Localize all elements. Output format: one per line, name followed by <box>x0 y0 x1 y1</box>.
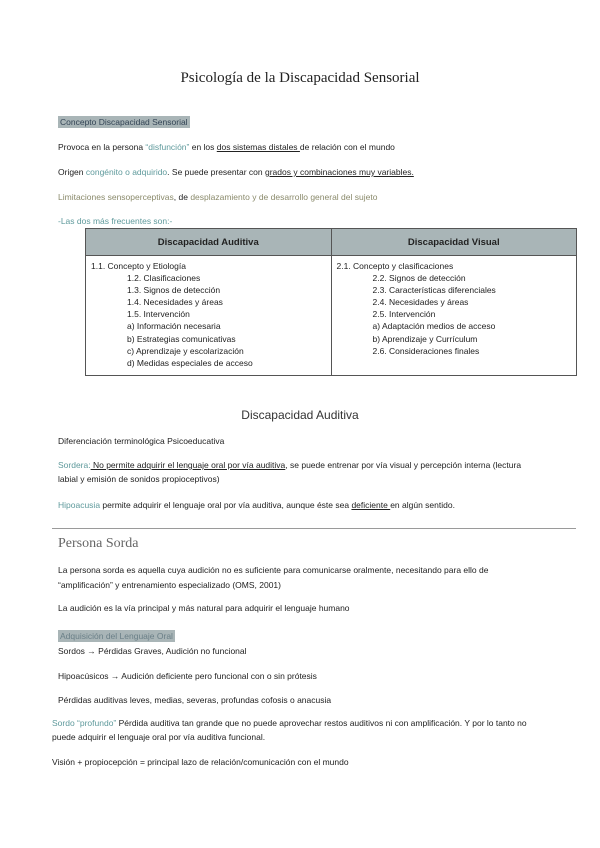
sordo-profundo-label: Sordo “profundo” <box>52 718 117 728</box>
auditiva-cell <box>86 256 332 376</box>
concepto-line-4: -Las dos más frecuentes son:- <box>58 216 173 226</box>
list-item: 1.2. Clasificaciones <box>127 273 201 284</box>
text-fragment: , de <box>173 192 191 202</box>
persona-sorda-paragraph <box>58 564 578 591</box>
text-fragment: Limitaciones sensoperceptivas <box>58 192 174 202</box>
discapacidad-table <box>85 228 577 376</box>
text-fragment: grados y combinaciones muy variables. <box>265 167 414 177</box>
text-fragment: Pérdida auditiva tan grande que no puede aprovechar restos auditivos ni con amplificación. Y por lo tanto no <box>116 718 527 728</box>
list-item: 2.6. Consideraciones finales <box>372 345 480 356</box>
list-item: 1.3. Signos de detección <box>127 285 221 296</box>
list-item: 1.5. Intervención <box>127 309 190 320</box>
text-fragment: en algún sentido. <box>390 500 455 510</box>
sordo-profundo-paragraph <box>52 717 582 743</box>
text-fragment: Origen <box>58 167 86 177</box>
text-fragment: deficiente <box>351 500 391 510</box>
diferenciacion-text: Diferenciación terminológica Psicoeducativa <box>58 436 225 446</box>
text-fragment: Provoca en la persona <box>58 142 146 152</box>
concepto-line-3 <box>58 191 377 203</box>
list-item: a) Información necesaria <box>127 321 221 332</box>
list-item: 2.1. Concepto y clasificaciones <box>336 261 454 271</box>
list-item: 2.3. Características diferenciales <box>372 285 496 296</box>
visual-cell <box>331 256 577 376</box>
list-item: b) Aprendizaje y Currículum <box>372 333 478 344</box>
text-fragment: puede adquirir el lenguaje oral por vía auditiva funcional. <box>52 732 266 742</box>
list-item: b) Estrategias comunicativas <box>127 333 236 344</box>
concepto-heading-text: Concepto Discapacidad Sensorial <box>60 117 188 127</box>
sordos-line: Sordos → Pérdidas Graves, Audición no funcional <box>58 646 247 656</box>
vision-line: Visión + propiocepción = principal lazo de relación/comunicación con el mundo <box>52 757 349 767</box>
perdidas-line: Pérdidas auditivas leves, medias, severas, profundas cofosis o anacusia <box>58 695 332 705</box>
text-fragment: No permite adquirir el lenguaje oral por vía auditiva <box>90 460 286 470</box>
text-fragment: dos sistemas distales <box>216 142 300 152</box>
adquisicion-heading <box>58 630 175 642</box>
list-item: 1.1. Concepto y Etiología <box>91 261 186 271</box>
list-item: d) Medidas especiales de acceso <box>127 357 253 368</box>
text-fragment: “amplificación” y entrenamiento especializado (OMS, 2001) <box>58 580 281 590</box>
list-item: 1.4. Necesidades y áreas <box>127 297 223 308</box>
hipoacusia-label: Hipoacusia <box>58 500 101 510</box>
text-fragment: en los <box>189 142 217 152</box>
concepto-line-1 <box>58 141 395 153</box>
text-fragment: “disfunción” <box>145 142 190 152</box>
list-item: 2.2. Signos de detección <box>372 273 466 284</box>
header-visual: Discapacidad Visual <box>331 229 577 256</box>
concepto-heading <box>58 116 190 128</box>
concepto-line-2 <box>58 166 414 178</box>
list-item: c) Aprendizaje y escolarización <box>127 345 244 356</box>
sordera-label: Sordera: <box>58 460 91 470</box>
text-fragment: . Se puede presentar con <box>167 167 265 177</box>
list-item: 2.4. Necesidades y áreas <box>372 297 469 308</box>
text-fragment: labial y emisión de sonidos propioceptivos) <box>58 474 220 484</box>
text-fragment: desplazamiento y de desarrollo general del sujeto <box>190 192 378 202</box>
list-item: 2.5. Intervención <box>372 309 436 320</box>
auditiva-heading: Discapacidad Auditiva <box>241 408 359 422</box>
hipoacusia-paragraph <box>58 499 455 511</box>
header-auditiva: Discapacidad Auditiva <box>86 229 332 256</box>
page-title: Psicología de la Discapacidad Sensorial <box>180 70 420 86</box>
text-fragment: permite adquirir el lenguaje oral por vía auditiva, aunque éste sea <box>100 500 352 510</box>
divider <box>52 528 576 529</box>
text-fragment: , se puede entrenar por vía visual y percepción interna (lectura <box>285 460 522 470</box>
text-fragment: de relación con el mundo <box>299 142 395 152</box>
text-fragment: congénito o adquirido <box>85 167 168 177</box>
sordera-paragraph <box>58 459 578 485</box>
list-item: a) Adaptación medios de acceso <box>372 321 496 332</box>
text-fragment: La persona sorda es aquella cuya audición no es suficiente para comunicarse oralmente, necesitando para ello de <box>58 565 489 575</box>
adquisicion-heading-text: Adquisición del Lenguaje Oral <box>60 631 173 641</box>
audicion-paragraph: La audición es la vía principal y más natural para adquirir el lenguaje humano <box>58 603 350 613</box>
persona-sorda-heading: Persona Sorda <box>58 536 139 551</box>
hipoacusicos-line: Hipoacúsicos → Audición deficiente pero funcional con o sin prótesis <box>58 671 317 681</box>
